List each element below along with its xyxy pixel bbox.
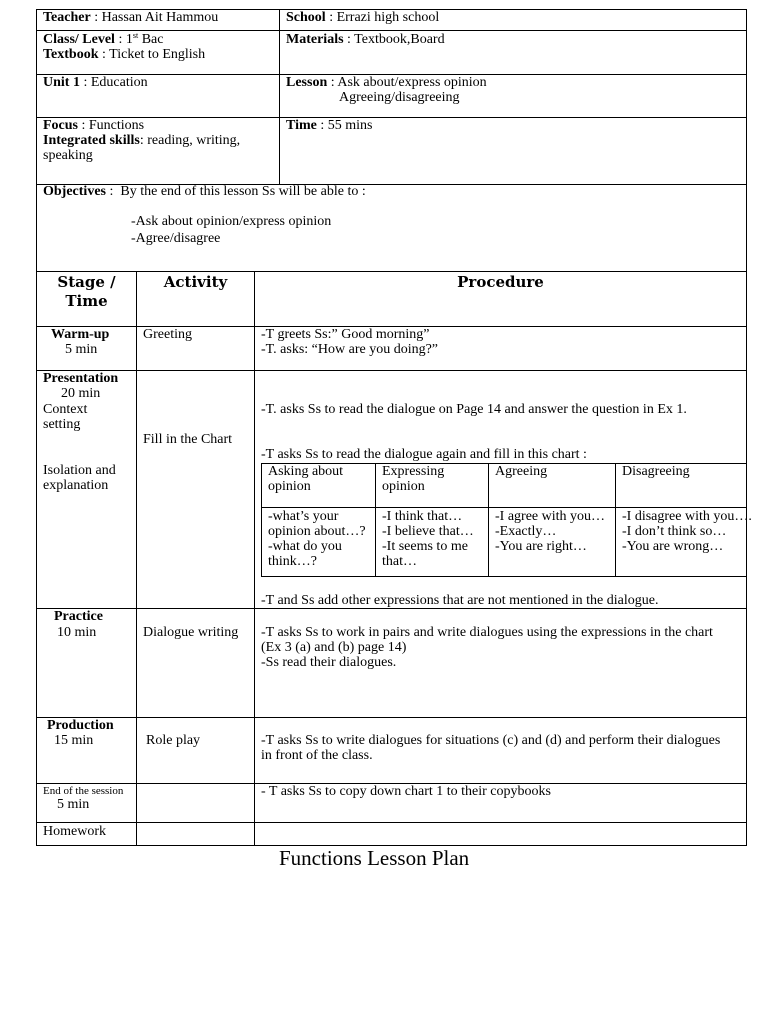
production-procedure-line: in front of the class. [261, 748, 373, 763]
production-activity: Role play [146, 733, 201, 748]
focus-label: Focus [43, 118, 78, 133]
end-procedure-line: - T asks Ss to copy down chart 1 to their copybooks [261, 784, 551, 799]
warmup-procedure-line: -T greets Ss:” Good morning” [261, 327, 430, 342]
lesson-value-2: Agreeing/disagreeing [339, 90, 460, 105]
presentation-stage-name: Presentation [43, 371, 119, 386]
document-caption: Functions Lesson Plan [279, 846, 470, 870]
objective-item: -Agree/disagree [131, 231, 221, 246]
stage-header-line2: Time [65, 292, 108, 310]
warmup-activity: Greeting [143, 327, 192, 342]
presentation-procedure-line: -T. asks Ss to read the dialogue on Page 14 and answer the question in Ex 1. [261, 402, 687, 417]
unit-field: Unit 1 : Education [43, 75, 148, 90]
practice-procedure-line: -Ss read their dialogues. [261, 655, 397, 670]
school-field: School : Errazi high school [286, 10, 440, 25]
homework-stage-name: Homework [43, 824, 106, 839]
skills-value-2: speaking [43, 148, 93, 163]
presentation-activity: Fill in the Chart [143, 432, 233, 447]
time-value: 55 mins [327, 118, 373, 133]
unit-value: Education [90, 75, 148, 90]
chart-header-agreeing: Agreeing [495, 464, 548, 479]
time-label: Time [286, 118, 317, 133]
objectives-intro: By the end of this lesson Ss will be able to : [120, 184, 366, 199]
teacher-label: Teacher [43, 10, 91, 25]
skills-label: Integrated skills [43, 133, 140, 148]
presentation-substage-context: Context [43, 402, 88, 417]
end-stage-time: 5 min [57, 797, 90, 812]
focus-value: Functions [88, 118, 145, 133]
chart-cell-agreeing: -I agree with you… -Exactly… -You are right… [495, 509, 606, 554]
class-level-value: 1 [125, 32, 133, 47]
class-level-label: Class/ Level [43, 32, 115, 47]
activity-header: Activity [163, 273, 228, 291]
chart-cell-disagreeing: -I disagree with you…. -I don’t think so… -You are wrong… [622, 509, 752, 554]
textbook-label: Textbook [43, 47, 99, 62]
objectives-field: Objectives : By the end of this lesson Ss will be able to : [43, 184, 366, 199]
teacher-value: Hassan Ait Hammou [101, 10, 219, 25]
textbook-value: Ticket to English [109, 47, 206, 62]
practice-activity: Dialogue writing [143, 625, 239, 640]
presentation-substage-isolation: Isolation and [43, 463, 116, 478]
production-stage-name: Production [47, 718, 114, 733]
school-label: School [286, 10, 326, 25]
materials-label: Materials [286, 32, 344, 47]
warmup-stage-name: Warm-up [51, 327, 110, 342]
warmup-procedure-line: -T. asks: “How are you doing?” [261, 342, 439, 357]
presentation-procedure-line: -T asks Ss to read the dialogue again and fill in this chart : [261, 447, 587, 462]
time-field: Time : 55 mins [286, 118, 373, 133]
lesson-field: Lesson : Ask about/express opinion [286, 75, 487, 90]
practice-procedure-line: -T asks Ss to work in pairs and write dialogues using the expressions in the chart [261, 625, 713, 640]
presentation-stage-time: 20 min [61, 386, 101, 401]
textbook-field: Textbook : Ticket to English [43, 47, 206, 62]
lesson-label: Lesson [286, 75, 328, 90]
objective-item: -Ask about opinion/express opinion [131, 214, 332, 229]
chart-header-asking: Asking about opinion [268, 464, 344, 494]
production-stage-time: 15 min [54, 733, 94, 748]
class-level-field: Class/ Level : 1st Bac [43, 31, 164, 47]
practice-stage-time: 10 min [57, 625, 97, 640]
class-level-superscript: st [132, 31, 139, 40]
focus-field: Focus : Functions [43, 118, 145, 133]
practice-stage-name: Practice [54, 609, 103, 624]
presentation-substage-explanation: explanation [43, 478, 109, 493]
production-procedure-line: -T asks Ss to write dialogues for situations (c) and (d) and perform their dialogues [261, 733, 721, 748]
chart-header-expressing: Expressing opinion [382, 464, 445, 494]
end-stage-name: End of the session [43, 785, 124, 797]
procedure-header: Procedure [457, 273, 544, 291]
school-value: Errazi high school [336, 10, 440, 25]
practice-procedure-line: (Ex 3 (a) and (b) page 14) [261, 640, 407, 655]
presentation-substage-setting: setting [43, 417, 81, 432]
chart-cell-asking: -what’s your opinion about…? -what do you think…? [268, 509, 366, 569]
unit-label: Unit 1 [43, 75, 80, 90]
teacher-field: Teacher : Hassan Ait Hammou [43, 10, 219, 25]
class-level-suffix: Bac [138, 32, 164, 47]
stage-header-line1: Stage / [57, 273, 116, 291]
skills-value-1: : reading, writing, [139, 133, 241, 148]
objectives-label: Objectives [43, 184, 106, 199]
stage-time-header [37, 273, 136, 311]
materials-field: Materials : Textbook,Board [286, 32, 445, 47]
chart-cell-expressing: -I think that… -I believe that… -It seems to me that… [382, 509, 474, 569]
warmup-stage-time: 5 min [65, 342, 98, 357]
chart-header-disagreeing: Disagreeing [622, 464, 690, 479]
presentation-procedure-line: -T and Ss add other expressions that are not mentioned in the dialogue. [261, 593, 659, 608]
skills-field [43, 133, 240, 148]
materials-value: Textbook,Board [354, 32, 445, 47]
lesson-value-1: Ask about/express opinion [337, 75, 487, 90]
